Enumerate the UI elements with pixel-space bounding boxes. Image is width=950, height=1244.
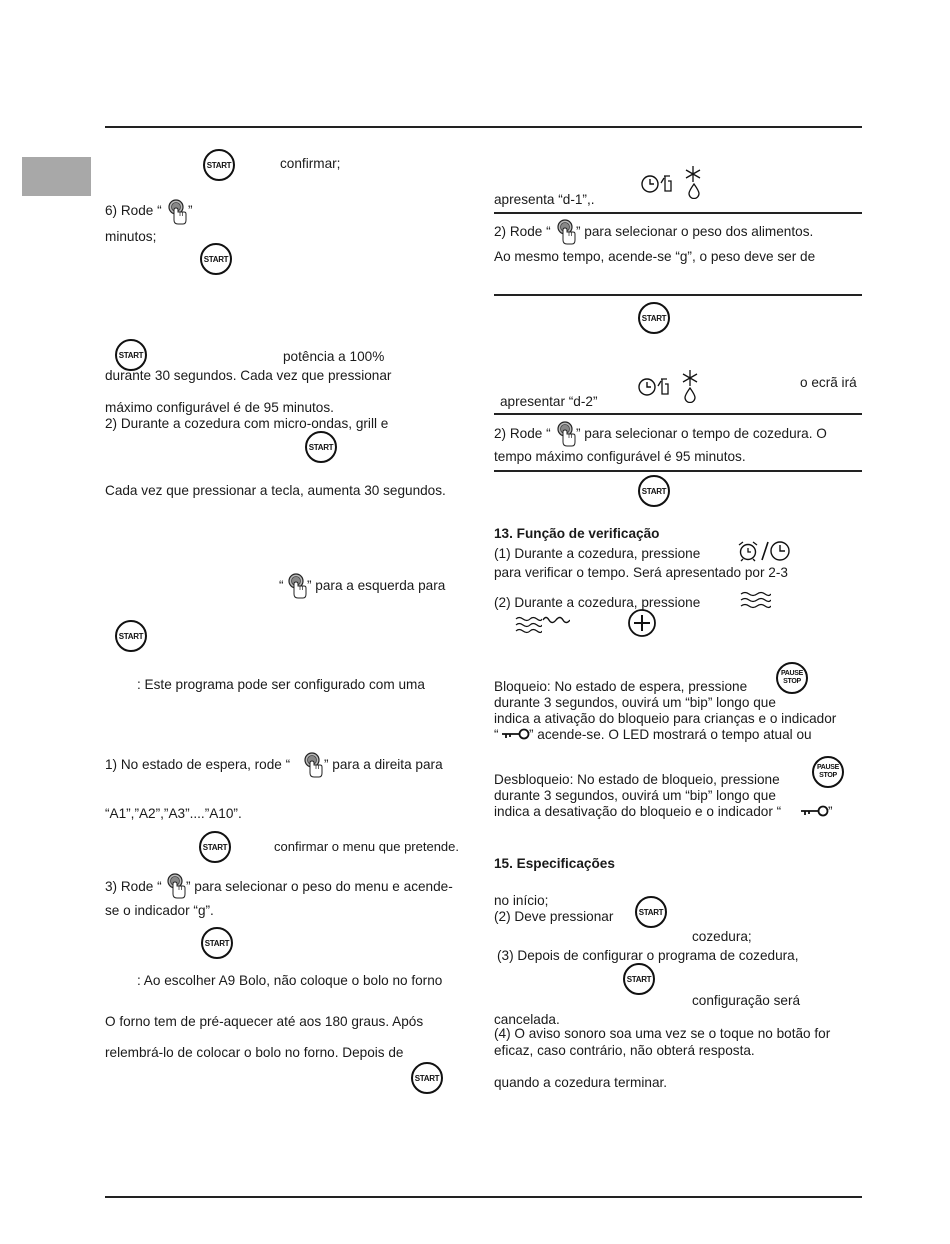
select-time-text: ” para selecionar o tempo de cozedura. O bbox=[576, 426, 827, 441]
language-tab-marker bbox=[22, 157, 91, 196]
cake-note-text: : Ao escolher A9 Bolo, não coloque o bolo no forno bbox=[137, 973, 443, 988]
weight-icon bbox=[657, 377, 673, 397]
step-3-text: 3) Rode “ bbox=[105, 879, 162, 894]
step-1-text: 1) No estado de espera, rode “ bbox=[105, 757, 291, 772]
screen-will-text: o ecrã irá bbox=[800, 375, 857, 390]
preheat-text: O forno tem de pré-aquecer até aos 180 graus. Após bbox=[105, 1014, 424, 1029]
rotary-knob-icon[interactable] bbox=[302, 751, 324, 779]
lock-duration-text: durante 3 segundos, ouvirá um “bip” longo que bbox=[494, 695, 776, 710]
quote-open: “ bbox=[494, 727, 499, 742]
power-text: potência a 100% bbox=[283, 349, 385, 364]
water-drop-icon bbox=[687, 183, 701, 199]
g-indicator-text: Ao mesmo tempo, acende-se “g”, o peso deve ser de bbox=[494, 249, 816, 264]
clock-icon bbox=[769, 540, 791, 562]
weight-icon bbox=[660, 174, 676, 194]
microwave-waves-icon bbox=[514, 615, 542, 635]
alarm-clock-icon bbox=[736, 540, 760, 562]
start-button[interactable]: START bbox=[638, 302, 670, 334]
clock-icon bbox=[640, 174, 660, 194]
cancelled-text: cancelada. bbox=[494, 1012, 560, 1027]
rotate-right-text: ” para a direita para bbox=[324, 757, 443, 772]
rotary-knob-icon[interactable] bbox=[555, 218, 577, 246]
step-2-time-text: 2) Rode “ bbox=[494, 426, 551, 441]
check-step-1-text: (1) Durante a cozedura, pressione bbox=[494, 546, 701, 561]
snowflake-defrost-icon bbox=[680, 369, 700, 387]
step-6-text: 6) Rode “ bbox=[105, 203, 162, 218]
start-button-label: START bbox=[206, 160, 232, 170]
divider bbox=[494, 413, 862, 415]
select-food-weight-text: ” para selecionar o peso dos alimentos. bbox=[576, 224, 814, 239]
beep-text: (4) O aviso sonoro soa uma vez se o toque no botão for bbox=[494, 1026, 831, 1041]
menu-codes-text: “A1”,”A2”,”A3”....”A10”. bbox=[105, 806, 242, 821]
step-2-weight-text: 2) Rode “ bbox=[494, 224, 551, 239]
indicator-g-text: se o indicador “g”. bbox=[105, 903, 214, 918]
start-button[interactable]: START bbox=[199, 831, 231, 863]
start-button[interactable]: START bbox=[638, 475, 670, 507]
increase-text: Cada vez que pressionar a tecla, aumenta 30 segundos. bbox=[105, 483, 446, 498]
start-button[interactable]: START bbox=[635, 896, 667, 928]
pause-stop-button[interactable]: PAUSE STOP bbox=[776, 662, 808, 694]
rotary-knob-icon[interactable] bbox=[165, 872, 187, 900]
key-lock-icon bbox=[500, 728, 530, 740]
quote-open: “ bbox=[279, 578, 284, 593]
rotate-left-text: ” para a esquerda para bbox=[307, 578, 446, 593]
section-13-heading: 13. Função de verificação bbox=[494, 526, 660, 541]
minutes-text: minutos; bbox=[105, 229, 157, 244]
unlock-duration-text: durante 3 segundos, ouvirá um “bip” longo que bbox=[494, 788, 776, 803]
lock-led-text: ” acende-se. O LED mostrará o tempo atual ou bbox=[529, 727, 812, 742]
rotary-knob-icon[interactable] bbox=[166, 198, 188, 226]
duration-text: durante 30 segundos. Cada vez que pressionar bbox=[105, 368, 392, 383]
step-2-text: 2) Durante a cozedura com micro-ondas, grill e bbox=[105, 416, 389, 431]
step-3-config-text: (3) Depois de configurar o programa de cozedura, bbox=[497, 948, 799, 963]
displays-d1-text: apresenta “d-1”,. bbox=[494, 192, 595, 207]
reminder-text: relembrá-lo de colocar o bolo no forno. Depois de bbox=[105, 1045, 404, 1060]
section-15-heading: 15. Especificações bbox=[494, 856, 615, 871]
lock-indicate-text: indica a ativação do bloqueio para crianças e o indicador bbox=[494, 711, 837, 726]
pause-stop-button[interactable]: PAUSE STOP bbox=[812, 756, 844, 788]
quote-close: ” bbox=[188, 203, 193, 218]
grill-icon bbox=[542, 614, 570, 624]
unlock-indicate-text: indica a desativação do bloqueio e o indicador “ bbox=[494, 804, 782, 819]
start-button[interactable]: START bbox=[201, 927, 233, 959]
unlock-text: Desbloqueio: No estado de bloqueio, pressione bbox=[494, 772, 780, 787]
bottom-rule bbox=[105, 1196, 862, 1198]
no-response-text: eficaz, caso contrário, não obterá resposta. bbox=[494, 1043, 755, 1058]
start-button[interactable]: START bbox=[305, 431, 337, 463]
at-start-text: no início; bbox=[494, 893, 549, 908]
cooking-ends-text: quando a cozedura terminar. bbox=[494, 1075, 668, 1090]
start-button[interactable] bbox=[203, 149, 235, 181]
start-button[interactable]: START bbox=[623, 963, 655, 995]
check-step-2-text: (2) Durante a cozedura, pressione bbox=[494, 595, 701, 610]
divider bbox=[494, 294, 862, 296]
divider bbox=[494, 470, 862, 472]
displays-d2-text: apresentar “d-2” bbox=[500, 394, 598, 409]
program-note-text: : Este programa pode ser configurado com uma bbox=[137, 677, 425, 692]
rotary-knob-icon[interactable] bbox=[555, 420, 577, 448]
start-button[interactable]: START bbox=[115, 339, 147, 371]
max-time-text: tempo máximo configurável é 95 minutos. bbox=[494, 449, 746, 464]
cooking-text: cozedura; bbox=[692, 929, 752, 944]
divider bbox=[494, 212, 862, 214]
key-lock-icon bbox=[799, 805, 829, 817]
rotary-knob-icon[interactable] bbox=[286, 572, 308, 600]
water-drop-icon bbox=[683, 387, 697, 403]
select-weight-text: ” para selecionar o peso do menu e acende- bbox=[186, 879, 453, 894]
plus-circle-icon bbox=[627, 608, 657, 638]
confirm-menu-text: confirmar o menu que pretende. bbox=[274, 839, 459, 854]
top-rule bbox=[105, 126, 862, 128]
check-time-text: para verificar o tempo. Será apresentado por 2-3 bbox=[494, 565, 788, 580]
microwave-waves-icon bbox=[739, 590, 771, 610]
start-button[interactable]: START bbox=[200, 243, 232, 275]
must-press-text: (2) Deve pressionar bbox=[494, 909, 614, 924]
max-config-text: máximo configurável é de 95 minutos. bbox=[105, 400, 334, 415]
quote-close: ” bbox=[828, 804, 833, 819]
start-button[interactable]: START bbox=[411, 1062, 443, 1094]
config-will-text: configuração será bbox=[692, 993, 801, 1008]
lock-text: Bloqueio: No estado de espera, pressione bbox=[494, 679, 748, 694]
start-button[interactable]: START bbox=[115, 620, 147, 652]
snowflake-defrost-icon bbox=[683, 165, 703, 183]
clock-icon bbox=[637, 377, 657, 397]
confirm-text: confirmar; bbox=[280, 156, 341, 171]
